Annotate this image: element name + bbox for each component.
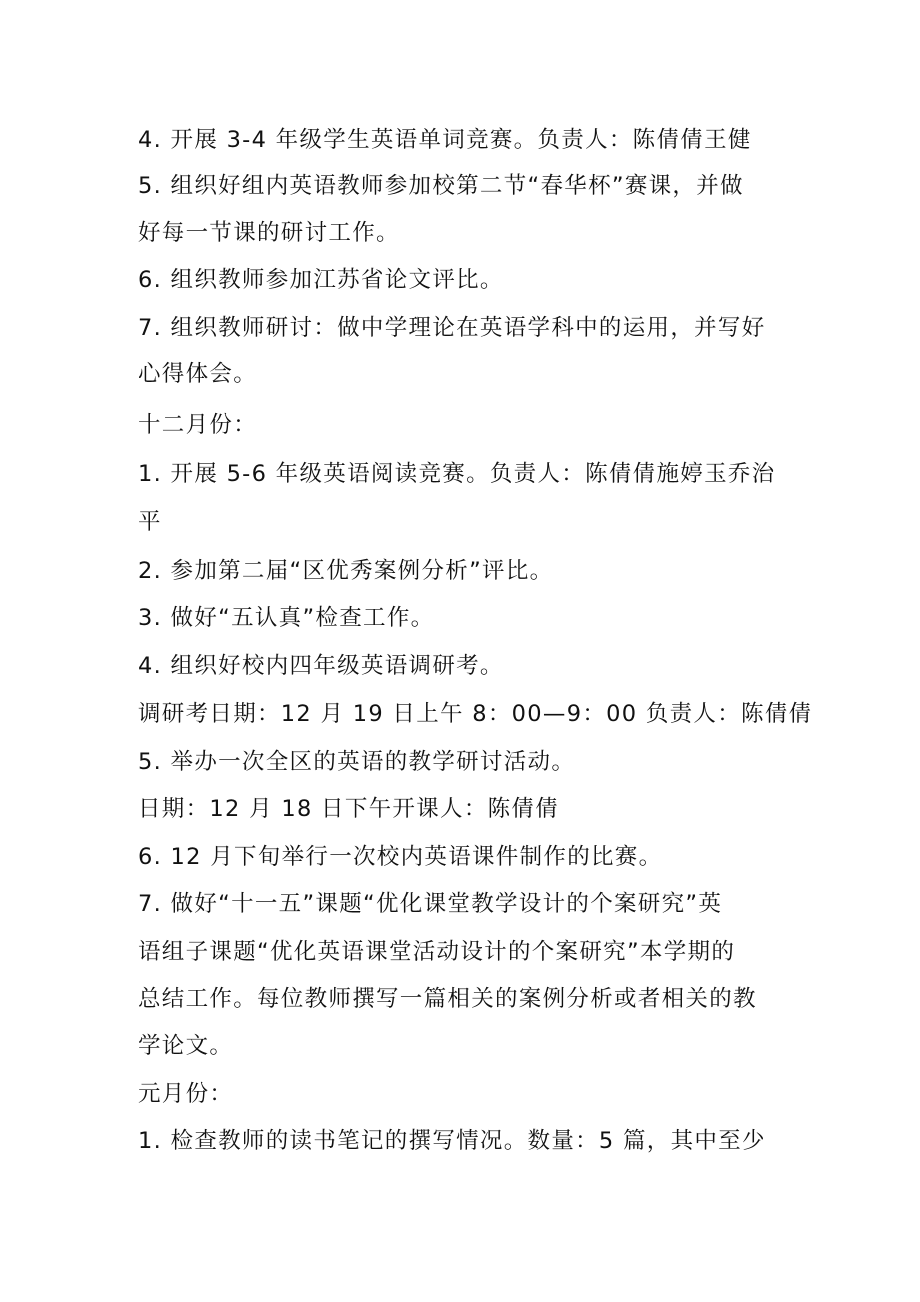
text-line: 5. 组织好组内英语教师参加校第二节“春华杯”赛课，并做 — [138, 173, 744, 199]
text-line: 心得体会。 — [138, 361, 258, 387]
text-line: 总结工作。每位教师撰写一篇相关的案例分析或者相关的教 — [138, 986, 757, 1012]
text-line: 1. 开展 5-6 年级英语阅读竞赛。负责人：陈倩倩施婷玉乔治 — [138, 461, 776, 487]
text-line: 日期：12 月 18 日下午开课人：陈倩倩 — [138, 796, 560, 822]
section-heading-january: 元月份： — [138, 1081, 234, 1107]
text-line: 学论文。 — [138, 1033, 234, 1059]
text-line: 好每一节课的研讨工作。 — [138, 220, 400, 246]
text-line: 6. 12 月下旬举行一次校内英语课件制作的比赛。 — [138, 844, 663, 870]
text-line: 语组子课题“优化英语课堂活动设计的个案研究”本学期的 — [138, 939, 736, 965]
text-line: 7. 做好“十一五”课题“优化课堂教学设计的个案研究”英 — [138, 891, 723, 917]
text-line: 平 — [138, 509, 162, 535]
text-line: 4. 组织好校内四年级英语调研考。 — [138, 653, 504, 679]
text-line: 调研考日期：12 月 19 日上午 8：00—9：00 负责人：陈倩倩 — [138, 701, 813, 727]
section-heading-december: 十二月份： — [138, 412, 258, 438]
text-line: 5. 举办一次全区的英语的教学研讨活动。 — [138, 749, 576, 775]
text-line: 3. 做好“五认真”检查工作。 — [138, 605, 435, 631]
text-line: 1. 检查教师的读书笔记的撰写情况。数量：5 篇，其中至少 — [138, 1128, 766, 1154]
text-line: 6. 组织教师参加江苏省论文评比。 — [138, 267, 504, 293]
text-line: 7. 组织教师研讨：做中学理论在英语学科中的运用，并写好 — [138, 315, 766, 341]
text-line: 4. 开展 3-4 年级学生英语单词竞赛。负责人：陈倩倩王健 — [138, 127, 752, 153]
text-line: 2. 参加第二届“区优秀案例分析”评比。 — [138, 558, 554, 584]
